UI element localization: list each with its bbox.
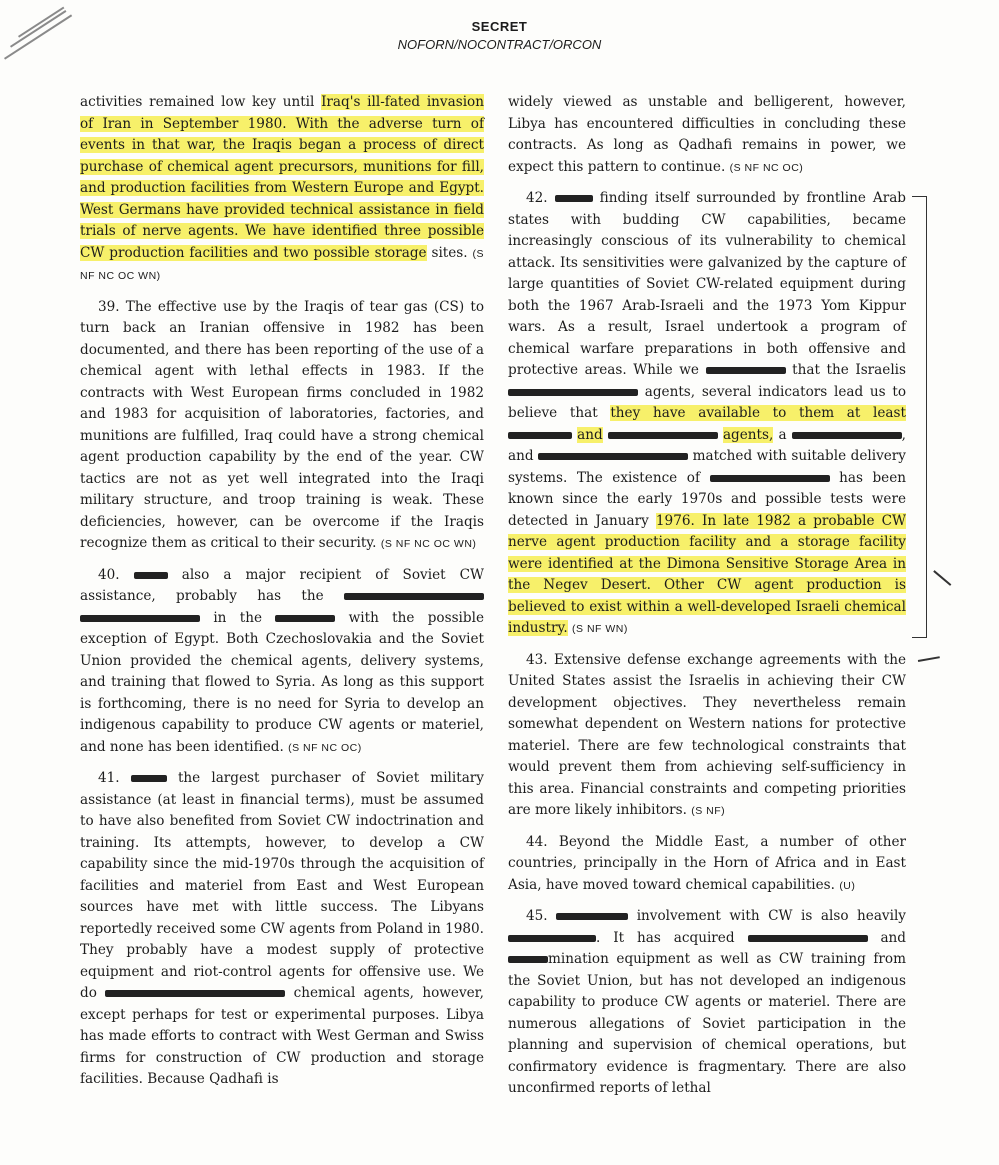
classification-label: SECRET bbox=[471, 19, 528, 34]
paragraph-text: involvement with CW is also heavily bbox=[636, 908, 906, 924]
paragraph-40 bbox=[80, 565, 484, 760]
classification-marking: (S NF WN) bbox=[572, 623, 628, 635]
paragraph-text: mination equipment as well as CW training from the Soviet Union, but has not developed an indigenous capability to produce CW agents or materiel. There are numerous allegations of Soviet participation in the planning and supervision of chemical operations, but confirmatory evidence is fragmentary. There are also unconfirmed reports of lethal bbox=[508, 951, 906, 1096]
paragraph-text: widely viewed as unstable and belligerent, however, Libya has encountered difficulties in concluding these contracts. As long as Qadhafi remains in power, we expect this pattern to continue. bbox=[508, 94, 906, 175]
paragraph-text: finding itself surrounded by frontline Arab states with budding CW capabilities, became increasingly conscious of its vulnerability to chemical attack. Its sensitivities were galvanized by the capture of large quantities of Soviet CW-related equipment during both the 1967 Arab-Israeli and the 1973 Yom Kippur wars. As a result, Israel undertook a program of chemical warfare preparations in both offensive and protective areas. While we bbox=[508, 190, 907, 378]
classification-marking: (S NF NC OC) bbox=[288, 741, 362, 754]
classification-marking: (S NF NC OC WN) bbox=[80, 247, 484, 282]
paragraph-text: sites. bbox=[426, 244, 468, 261]
paragraph-text: chemical agents, however, except perhaps for test or experimental purposes. Libya has made efforts to contract with West German and Swiss firms for construction of CW production and storage facilities. Because Qadhafi is bbox=[80, 985, 484, 1087]
redaction-bar bbox=[508, 956, 548, 963]
redaction-bar bbox=[710, 475, 830, 482]
redaction-bar bbox=[748, 935, 868, 942]
redaction-bar bbox=[131, 775, 167, 782]
paragraph-38-continued bbox=[80, 92, 484, 288]
classification-marking: (S NF NC OC WN) bbox=[380, 538, 477, 550]
paragraph-43 bbox=[508, 650, 906, 823]
redaction-bar bbox=[105, 990, 285, 997]
margin-dash-mark bbox=[918, 656, 940, 661]
paragraph-44 bbox=[508, 832, 906, 898]
margin-check-mark bbox=[933, 570, 951, 585]
paragraph-text: and bbox=[880, 929, 906, 946]
classification-marking: (U) bbox=[839, 879, 856, 892]
redaction-bar bbox=[706, 367, 786, 374]
left-column bbox=[80, 92, 484, 1100]
redaction-bar bbox=[555, 195, 593, 202]
highlighted-text: they have available to them at least bbox=[610, 405, 906, 421]
redaction-bar bbox=[538, 453, 688, 460]
classification-marking: (S NF NC OC) bbox=[729, 161, 804, 174]
redaction-bar bbox=[608, 432, 718, 439]
paragraph-text: in the bbox=[213, 609, 262, 626]
highlighted-text: 1976. In late 1982 a probable CW nerve agent production facility and a storage facility were identified at the Dimona Sensitive Storage Area in the Negev Desert. Other CW agent production is believed to exist within a well-developed Israeli chemical industry. bbox=[508, 512, 906, 636]
paragraph-41 bbox=[80, 768, 484, 1091]
control-markings: NOFORN/NOCONTRACT/ORCON bbox=[397, 37, 602, 52]
paragraph-text: that the Israelis bbox=[792, 362, 906, 378]
paragraph-45 bbox=[508, 906, 906, 1100]
paragraph-text: 43. Extensive defense exchange agreements with the United States assist the Israelis in achieving their CW development objectives. They nevertheless remain somewhat dependent on Western nations for protective materiel. There are few technological constraints that would prevent them from achieving self-sufficiency in this area. Financial constraints and competing priorities are more likely inhibitors. bbox=[508, 651, 906, 818]
paragraph-text: 39. The effective use by the Iraqis of tear gas (CS) to turn back an Iranian offensive in 1982 has been documented, and there has been reporting of the use of a chemical agent with lethal effects in 1983. If the contracts with West European firms concluded in 1982 and 1983 for acquisition of laboratories, factories, and munitions are fulfilled, Iraq could have a strong chemical agent production capability by the end of the year. CW tactics are not as yet well integrated into the Iraqi military structure, and troop training is weak. These deficiencies, however, can be overcome if the Iraqis recognize them as critical to their security. bbox=[80, 298, 484, 551]
paragraph-39 bbox=[80, 297, 484, 556]
paragraph-text: the largest purchaser of Soviet military assistance (at least in financial terms), must be assumed to have also benefited from Soviet CW indoctrination and training. Its attempts, however, to develop a CW capability since the mid-1970s through the acquisition of facilities and materiel from East and West European sources have met with little success. The Libyans reportedly received some CW agents from Poland in 1980. They probably have a modest supply of protective equipment and riot-control agents for offensive use. We do bbox=[80, 770, 484, 1001]
paragraph-text: has been known since the early 1970s and possible tests were detected in January bbox=[508, 469, 906, 529]
paragraph-41-continued bbox=[508, 92, 906, 179]
redaction-bar bbox=[508, 389, 638, 396]
paragraph-number: 40. bbox=[98, 566, 120, 583]
paragraph-text: activities remained low key until bbox=[80, 94, 322, 110]
paragraph-text: a bbox=[778, 426, 787, 443]
paragraph-text: matched with suitable delivery systems. The existence of bbox=[508, 448, 906, 486]
paragraph-number: 41. bbox=[98, 770, 120, 786]
highlighted-text: agents, bbox=[722, 426, 774, 443]
right-column bbox=[508, 92, 906, 1109]
paragraph-text: also a major recipient of Soviet CW assistance, probably has the bbox=[80, 566, 484, 604]
redaction-bar bbox=[275, 615, 335, 622]
classification-marking: (S NF) bbox=[691, 805, 726, 817]
highlighted-text: Iraq's ill-fated invasion of Iran in September 1980. With the adverse turn of events in that war, the Iraqis began a process of direct purchase of chemical agent precursors, munitions for fill, and production facilities from Western Europe and Egypt. West Germans have provided technical assistance in field trials of nerve agents. We have identified three possible CW production facilities and two possible storage bbox=[80, 94, 484, 261]
redaction-bar bbox=[344, 593, 484, 600]
highlighted-text: and bbox=[577, 426, 603, 443]
paragraph-number: 45. bbox=[526, 908, 548, 924]
document-header bbox=[0, 18, 999, 54]
paragraph-text: , and bbox=[508, 426, 906, 464]
paragraph-text: 44. Beyond the Middle East, a number of other countries, principally in the Horn of Africa and in East Asia, have moved toward chemical capabilities. bbox=[508, 833, 906, 893]
paragraph-text: agents, several indicators lead us to believe that bbox=[508, 383, 906, 421]
redaction-bar bbox=[556, 913, 628, 920]
redaction-bar bbox=[792, 432, 902, 439]
redaction-bar bbox=[508, 935, 596, 942]
paragraph-text: . It has acquired bbox=[596, 929, 735, 946]
redaction-bar bbox=[134, 572, 168, 579]
paragraph-text: with the possible exception of Egypt. Both Czechoslovakia and the Soviet Union provided the chemical agents, delivery systems, and training that flowed to Syria. As long as this support is forthcoming, there is no need for Syria to develop an indigenous capability to produce CW agents or materiel, and none has been identified. bbox=[80, 609, 484, 755]
margin-bracket-mark bbox=[912, 196, 927, 638]
redaction-bar bbox=[508, 432, 572, 439]
paragraph-number: 42. bbox=[526, 190, 548, 206]
redaction-bar bbox=[80, 615, 200, 622]
paragraph-42 bbox=[508, 188, 906, 641]
